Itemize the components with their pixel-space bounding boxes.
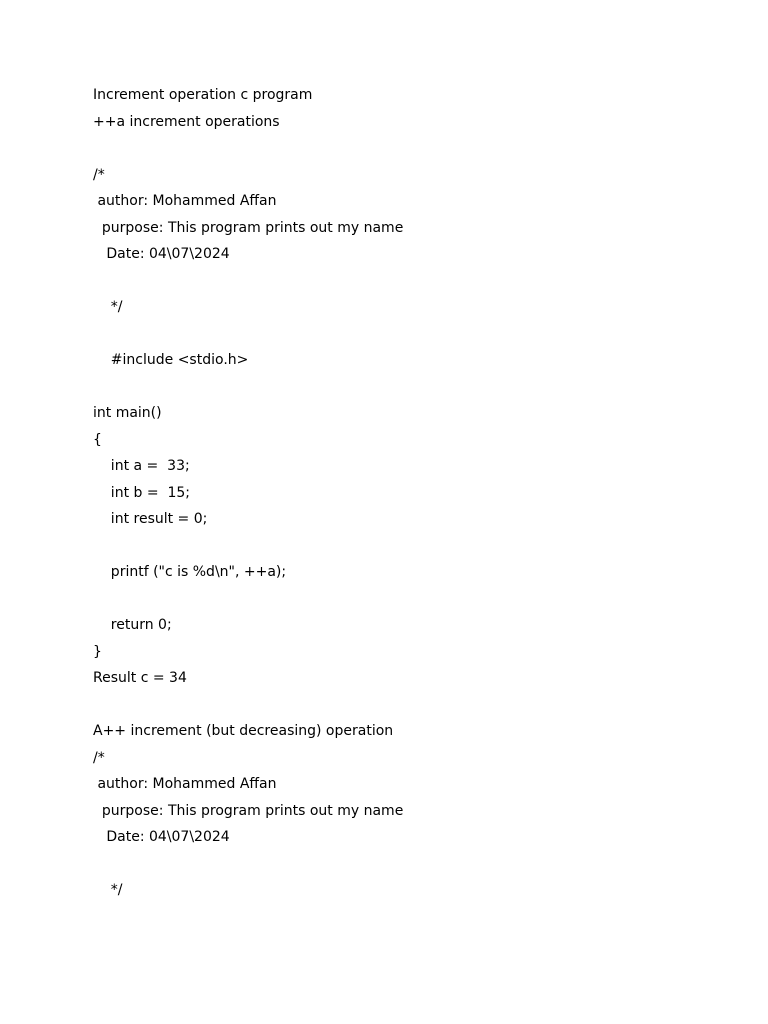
code-comment-open: /* <box>93 166 105 183</box>
code-declare-result: int result = 0; <box>93 511 208 527</box>
code-comment-date: Date: 04\07\2024 <box>93 829 230 845</box>
blank-line <box>93 268 713 295</box>
blank-line <box>93 374 713 401</box>
code-comment-author: author: Mohammed Affan <box>93 776 277 792</box>
blank-line <box>93 533 713 560</box>
code-comment-date: Date: 04\07\2024 <box>93 246 230 262</box>
code-comment-purpose: purpose: This program prints out my name <box>93 219 404 236</box>
code-main-signature: int main() <box>93 405 162 421</box>
code-printf: printf ("c is %d\n", ++a); <box>93 564 287 580</box>
code-declare-a: int a = 33; <box>93 458 190 474</box>
blank-line <box>93 586 713 613</box>
blank-line <box>93 851 713 878</box>
code-comment-close: */ <box>93 882 123 898</box>
code-open-brace: { <box>93 431 102 448</box>
code-include: #include <stdio.h> <box>93 352 249 368</box>
code-comment-purpose: purpose: This program prints out my name <box>93 802 404 819</box>
subheading-pre-increment: ++a increment operations <box>93 113 280 130</box>
code-comment-author: author: Mohammed Affan <box>93 193 277 209</box>
heading-increment-operation: Increment operation c program <box>93 87 313 103</box>
code-close-brace: } <box>93 643 102 660</box>
blank-line <box>93 135 713 162</box>
result-line: Result c = 34 <box>93 670 187 686</box>
code-comment-open: /* <box>93 749 105 766</box>
code-return: return 0; <box>93 617 172 633</box>
document-body <box>93 82 713 904</box>
code-comment-close: */ <box>93 299 123 315</box>
blank-line <box>93 692 713 719</box>
code-declare-b: int b = 15; <box>93 484 191 501</box>
heading-post-increment: A++ increment (but decreasing) operation <box>93 723 394 739</box>
blank-line <box>93 321 713 348</box>
